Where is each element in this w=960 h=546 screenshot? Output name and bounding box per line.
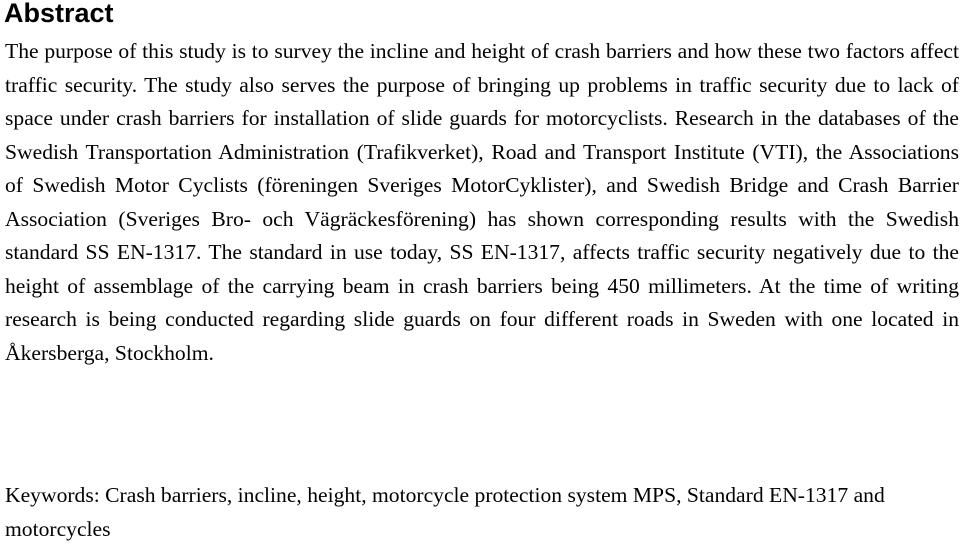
abstract-paragraph: The purpose of this study is to survey the incline and height of crash barriers and how these two factors affect traffic security. The study also serves the purpose of bringing up problems in traffic security due to lack of space under crash barriers for installation of slide guards for motorcyclists. Research in the databases of the Swedish Transportation Administration (Trafikverket), Road and Transport Institute (VTI), the Associations of Swedish Motor Cyclists (föreningen Sveriges MotorCyklister), and Swedish Bridge and Crash Barrier Association (Sveriges Bro- och Vägräckesförening) has shown corresponding results with the Swedish standard SS EN-1317. The standard in use today, SS EN-1317, affects traffic security negatively due to the height of assemblage of the carrying beam in crash barriers being 450 millimeters. At the time of writing research is being conducted regarding slide guards on four different roads in Sweden with one located in Åkersberga, Stockholm. [5, 39, 959, 365]
keywords-paragraph: Keywords: Crash barriers, incline, height, motorcycle protection system MPS, Standard EN-1317 and motorcycles [5, 483, 885, 541]
abstract-heading: Abstract [4, 0, 114, 28]
